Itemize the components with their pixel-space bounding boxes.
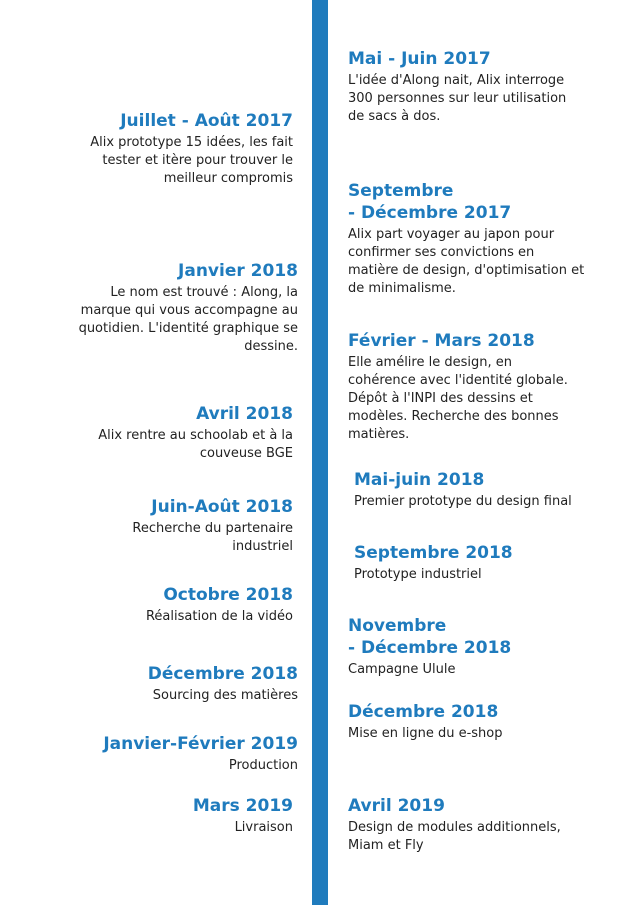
event-date: Septembre 2018 [354, 543, 513, 563]
event-date: Mars 2019 [192, 796, 293, 816]
timeline-event-left [13, 733, 298, 775]
event-description: Sourcing des matières [152, 688, 298, 703]
event-description: Alix prototype 15 idées, les fait tester et itère pour trouver le meilleur compromis [90, 135, 293, 186]
timeline-event-left [13, 795, 293, 837]
event-description: Le nom est trouvé : Along, la marque qui vous accompagne au quotidien. L'identité graphique se dessine. [78, 285, 298, 354]
event-description: Alix rentre au schoolab et à la couveuse BGE [98, 428, 293, 461]
timeline-event-left [13, 110, 293, 188]
event-description: Elle amélire le design, en cohérence avec l'identité globale. Dépôt à l'INPI des dessins et modèles. Recherche des bonnes matières. [348, 355, 568, 442]
event-description: Prototype industriel [354, 567, 482, 582]
event-description: Recherche du partenaire industriel [132, 521, 293, 554]
timeline-event-right [348, 180, 633, 298]
timeline-event-left [13, 663, 298, 705]
event-date: Janvier 2018 [178, 261, 298, 281]
timeline-event-left [13, 496, 293, 556]
event-date: Janvier-Février 2019 [103, 734, 298, 754]
timeline-event-left [13, 584, 293, 626]
event-description: L'idée d'Along nait, Alix interroge 300 personnes sur leur utilisation de sacs à dos. [348, 73, 567, 124]
event-description: Production [228, 758, 298, 773]
event-description: Livraison [234, 820, 293, 835]
timeline-event-right [348, 615, 628, 679]
timeline-event-right [348, 48, 628, 126]
timeline-event-right [354, 469, 634, 511]
event-date: Mai-juin 2018 [354, 470, 485, 490]
event-description: Design de modules additionnels, Miam et Fly [348, 820, 561, 853]
event-date: Septembre - Décembre 2017 [348, 181, 512, 223]
event-date: Juin-Août 2018 [151, 497, 293, 517]
timeline-event-right [348, 330, 633, 444]
timeline-event-right [348, 795, 628, 855]
event-description: Premier prototype du design final [354, 494, 572, 509]
event-date: Février - Mars 2018 [348, 331, 535, 351]
event-date: Avril 2019 [348, 796, 445, 816]
event-date: Avril 2018 [196, 404, 293, 424]
event-date: Mai - Juin 2017 [348, 49, 491, 69]
event-date: Juillet - Août 2017 [120, 111, 293, 131]
timeline-event-right [354, 542, 634, 584]
event-description: Mise en ligne du e-shop [348, 726, 503, 741]
timeline-event-right [348, 701, 628, 743]
event-date: Décembre 2018 [147, 664, 298, 684]
timeline-event-left [13, 260, 298, 356]
event-description: Campagne Ulule [348, 662, 456, 677]
event-date: Décembre 2018 [348, 702, 499, 722]
event-date: Octobre 2018 [163, 585, 293, 605]
event-description: Réalisation de la vidéo [145, 609, 293, 624]
event-description: Alix part voyager au japon pour confirmer ses convictions en matière de design, d'optimisation et de minimalisme. [348, 227, 585, 296]
event-date: Novembre - Décembre 2018 [348, 616, 512, 658]
timeline-event-left [13, 403, 293, 463]
timeline-bar [312, 0, 328, 905]
